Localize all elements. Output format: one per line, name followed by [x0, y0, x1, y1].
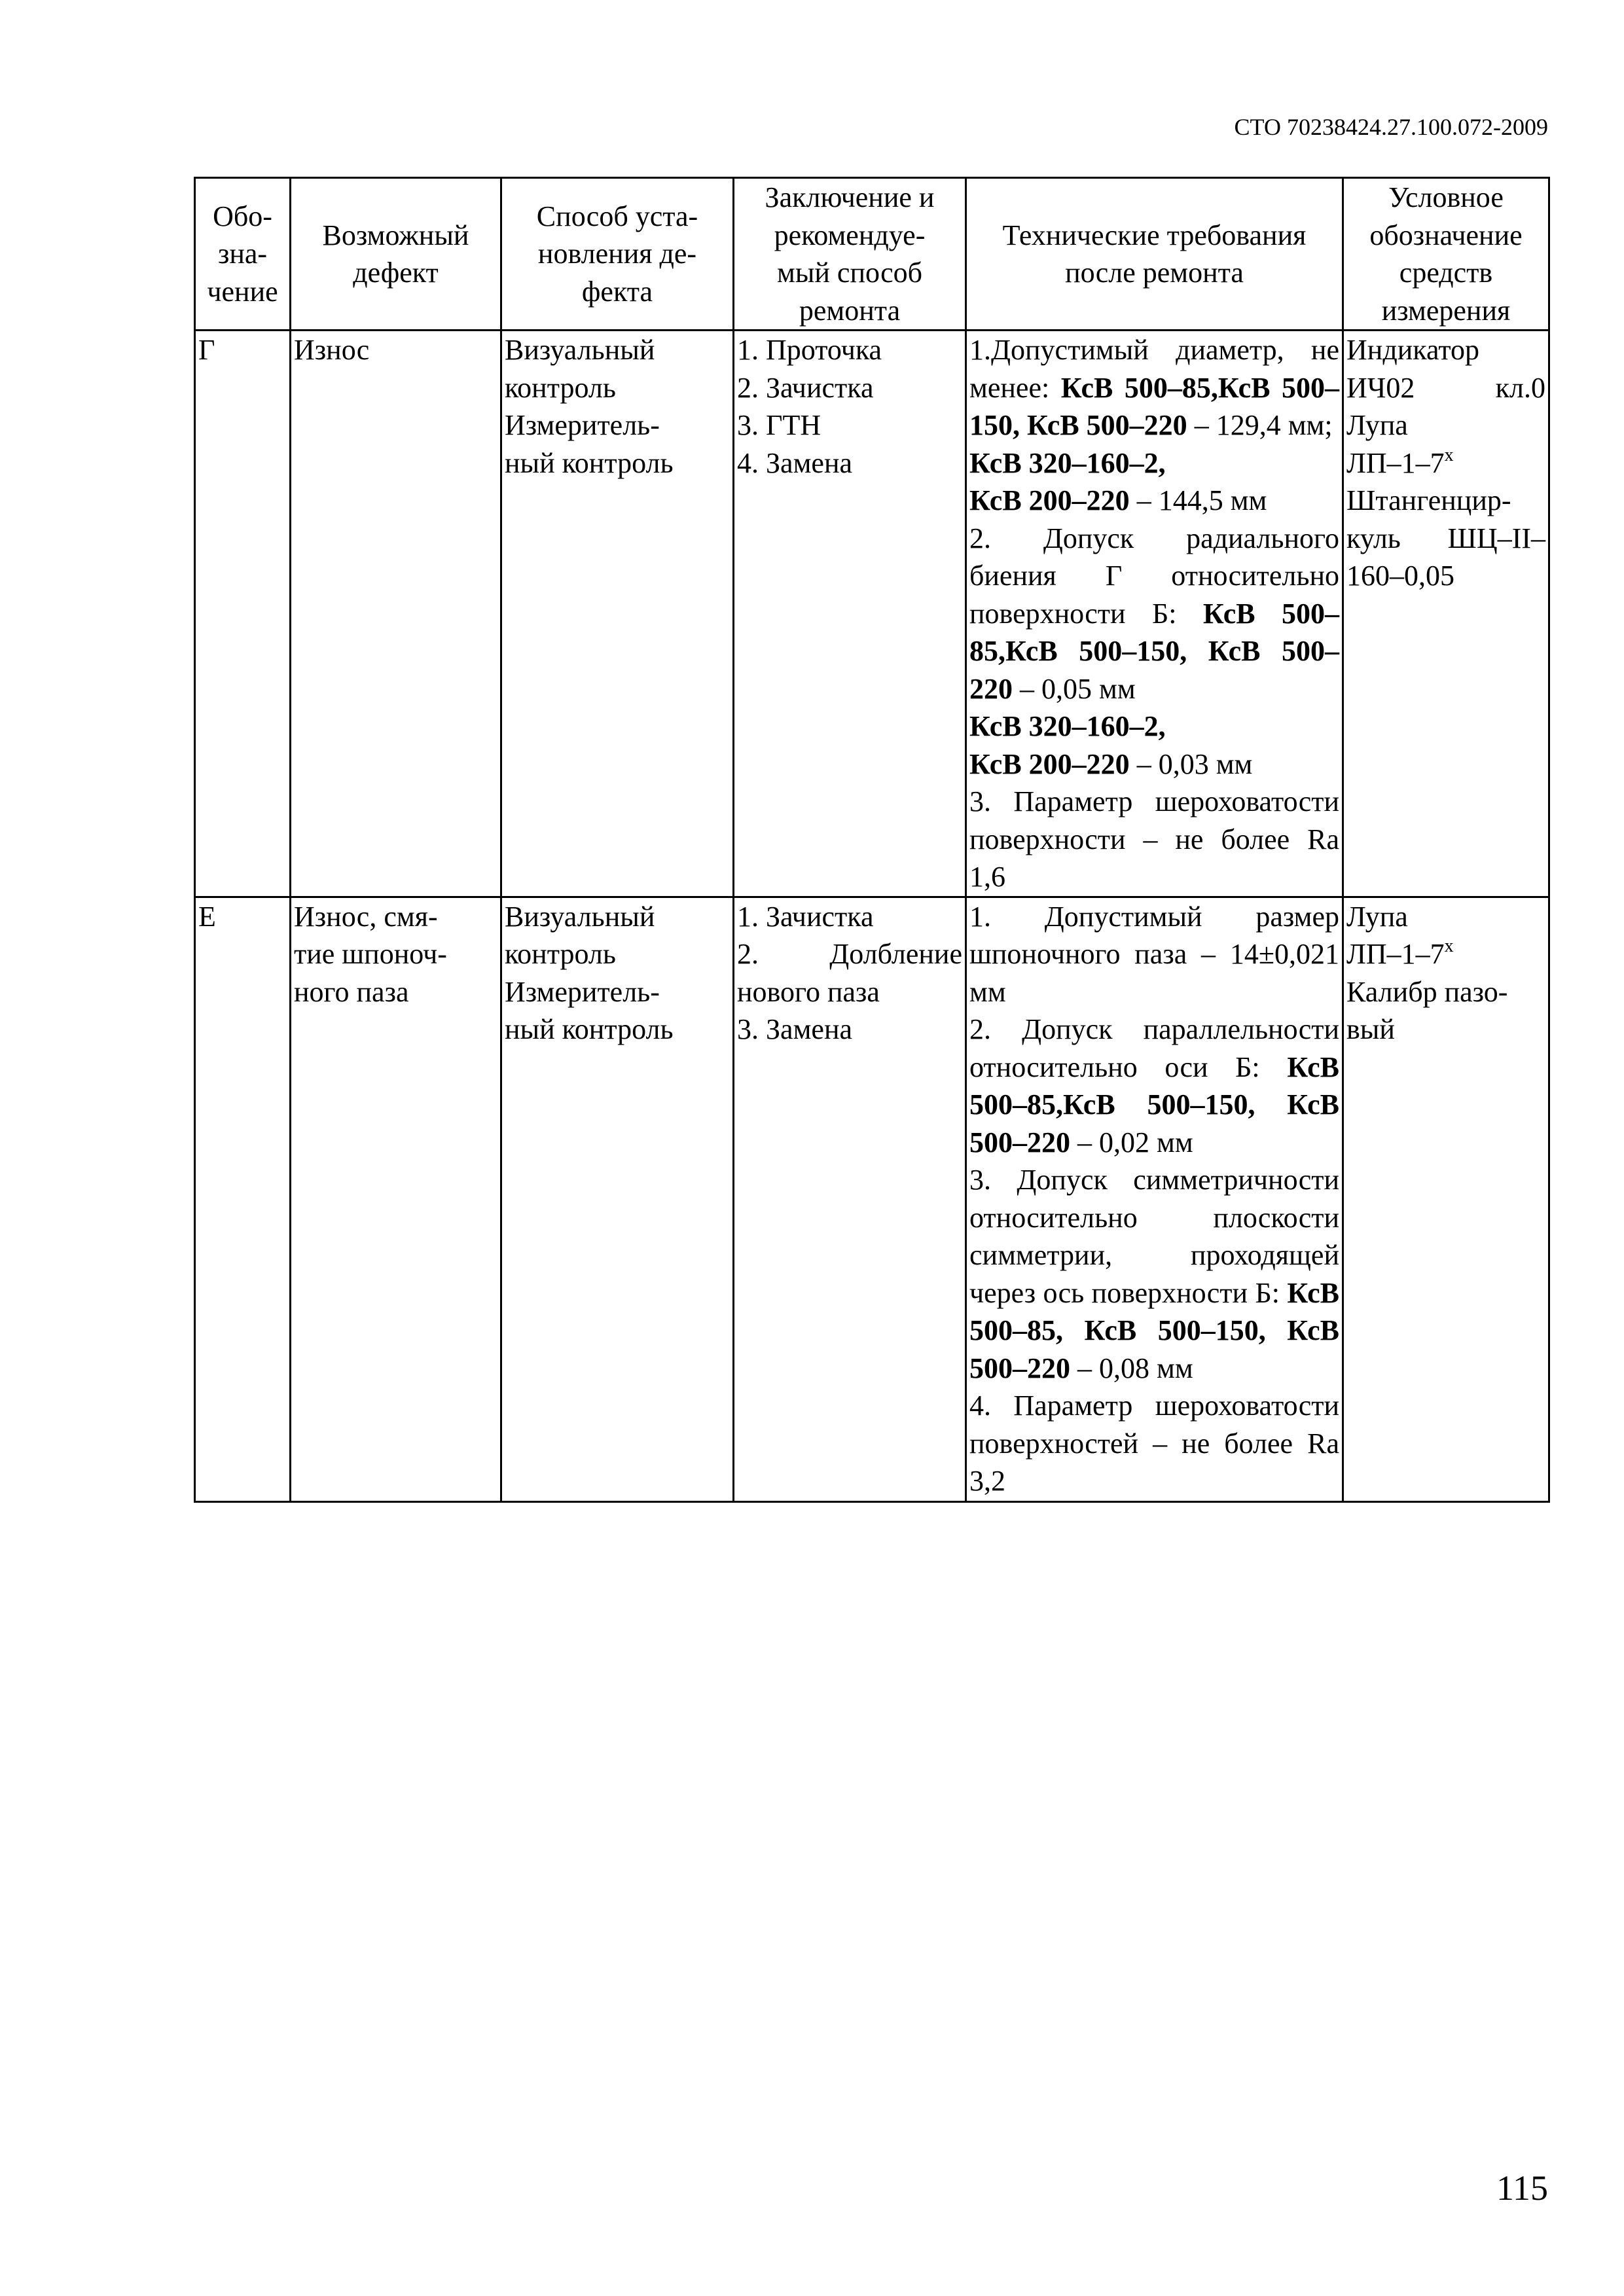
cell-detection-method: Визуальный контроль Измеритель- ный контроль [501, 331, 734, 897]
requirement-3: 3. Допуск симметричности относительно плоскости симметрии, проходящей через ось поверхности Б: КсВ 500–85, КсВ 500–150, КсВ 500–220 – 0,08 мм [969, 1164, 1340, 1384]
header-detection-method: Способ уста- новления де- фекта [501, 178, 734, 331]
cell-instruments: Индикатор ИЧ02 кл.0 Лупа $ЛП-1-7^х$ Штангенцир- куль ШЦ–II– 160–0,05 [1343, 331, 1549, 897]
defects-table [194, 177, 1550, 1503]
cell-requirements [966, 897, 1343, 1501]
header-defect: Возможный дефект [291, 178, 501, 331]
cell-requirements [966, 331, 1343, 897]
cell-designation: Г [195, 331, 291, 897]
requirement-1: 1. Допустимый размер шпоночного паза – 14±0,021 мм [969, 900, 1339, 1008]
cell-designation: Е [195, 897, 291, 1501]
requirement-1: 1.Допустимый диаметр, не менее: КсВ 500–85,КсВ 500–150, КсВ 500–220 – 129,4 мм; КсВ 320–160–2, КсВ 200–220 – 144,5 мм [969, 334, 1340, 516]
header-instruments: Условное обозначение средств измерения [1343, 178, 1549, 331]
document-code: СТО 70238424.27.100.072-2009 [1234, 114, 1548, 140]
requirement-3: 3. Параметр шероховатости поверхности – не более Ra 1,6 [969, 785, 1339, 893]
cell-repair-method: 1. Проточка 2. Зачистка 3. ГТН 4. Замена [734, 331, 966, 897]
page-number: 115 [1496, 2168, 1548, 2208]
cell-detection-method: Визуальный контроль Измеритель- ный контроль [501, 897, 734, 1501]
header-designation: Обо- зна- чение [195, 178, 291, 331]
table-header-row [195, 178, 1549, 331]
table-row [195, 331, 1549, 897]
header-requirements: Технические требования после ремонта [966, 178, 1343, 331]
header-conclusion: Заключение и рекомендуе- мый способ ремонта [734, 178, 966, 331]
requirement-2: 2. Допуск параллельности относительно оси Б: КсВ 500–85,КсВ 500–150, КсВ 500–220 – 0,02 мм [969, 1013, 1340, 1158]
requirement-4: 4. Параметр шероховатости поверхностей – не более Ra 3,2 [969, 1390, 1339, 1497]
cell-instruments: Лупа $ЛП-1-7^х$ Калибр пазо- вый [1343, 897, 1549, 1501]
requirement-2: 2. Допуск радиального биения Г относительно поверхности Б: КсВ 500–85,КсВ 500–150, КсВ 500–220 – 0,05 мм КсВ 320–160–2, КсВ 200–220 – 0,03 мм [969, 522, 1340, 780]
table-row [195, 897, 1549, 1501]
cell-defect: Износ, смя- тие шпоноч- ного паза [291, 897, 501, 1501]
cell-repair-method: 1. Зачистка 2. Долбление нового паза 3. Замена [734, 897, 966, 1501]
cell-defect: Износ [291, 331, 501, 897]
